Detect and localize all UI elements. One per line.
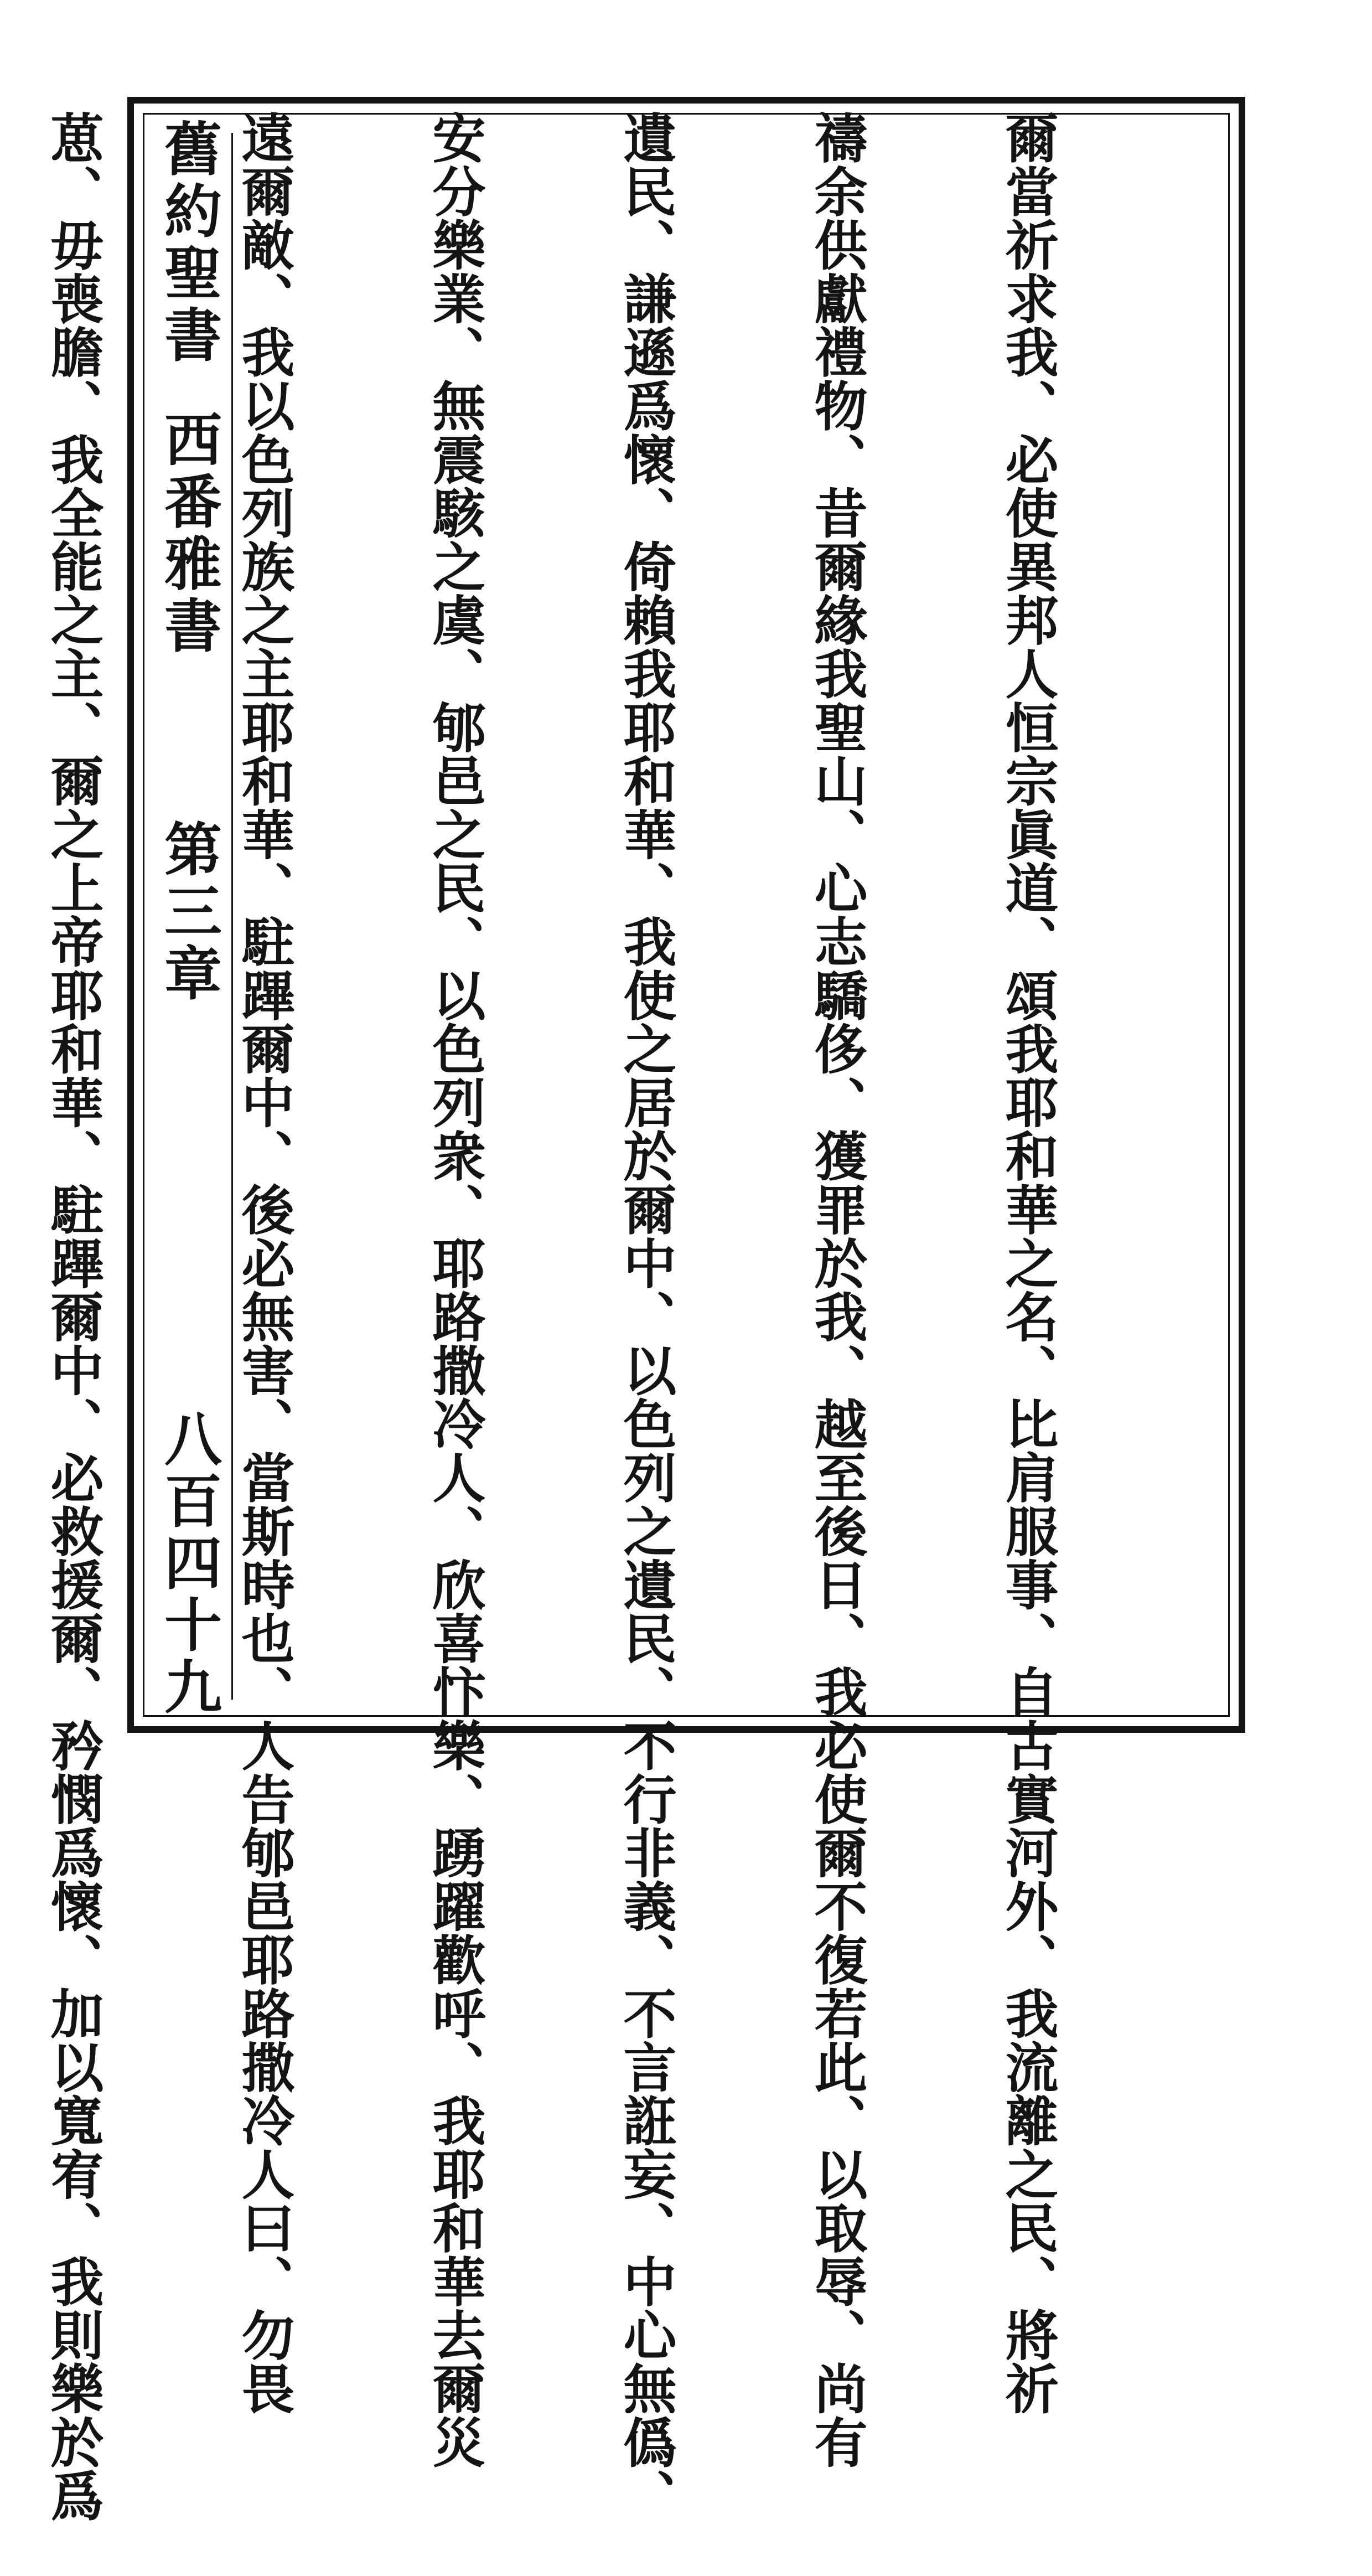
text-line: 遺民、謙遜爲懷、倚賴我耶和華、我使之居於爾中、以色列之遺民、不行非義、不言誑妄、中心無僞、 [615, 111, 677, 2522]
text-line: 禱余供獻禮物、昔爾緣我聖山、心志驕侈、獲罪於我、越至後日、我必使爾不復若此、以取辱、尚有 [806, 111, 868, 2469]
text-line: 遠爾敵、我以色列族之主耶和華、駐蹕爾中、後必無害、當斯時也、人告郇邑耶路撒冷人曰、勿畏 [233, 111, 296, 2415]
text-line: 爾當祈求我、必使異邦人恒宗眞道、頌我耶和華之名、比肩服事、自古實河外、我流離之民、將祈 [997, 111, 1059, 2415]
running-head-book-name: 西番雅書 [154, 410, 222, 658]
running-head-book-title: 舊約聖書 [154, 119, 222, 367]
text-line: 葸、毋喪膽、我全能之主、爾之上帝耶和華、駐蹕爾中、必救援爾、矜憫爲懷、加以寬宥、我則樂於爲 [42, 111, 105, 2522]
page-number: 八百四十九 [154, 1409, 222, 1719]
text-line: 安分樂業、無震駭之虞、郇邑之民、以色列衆、耶路撒冷人、欣喜忭樂、踴躍歡呼、我耶和華去爾災 [424, 111, 486, 2469]
running-head-chapter: 第三章 [154, 819, 222, 1005]
